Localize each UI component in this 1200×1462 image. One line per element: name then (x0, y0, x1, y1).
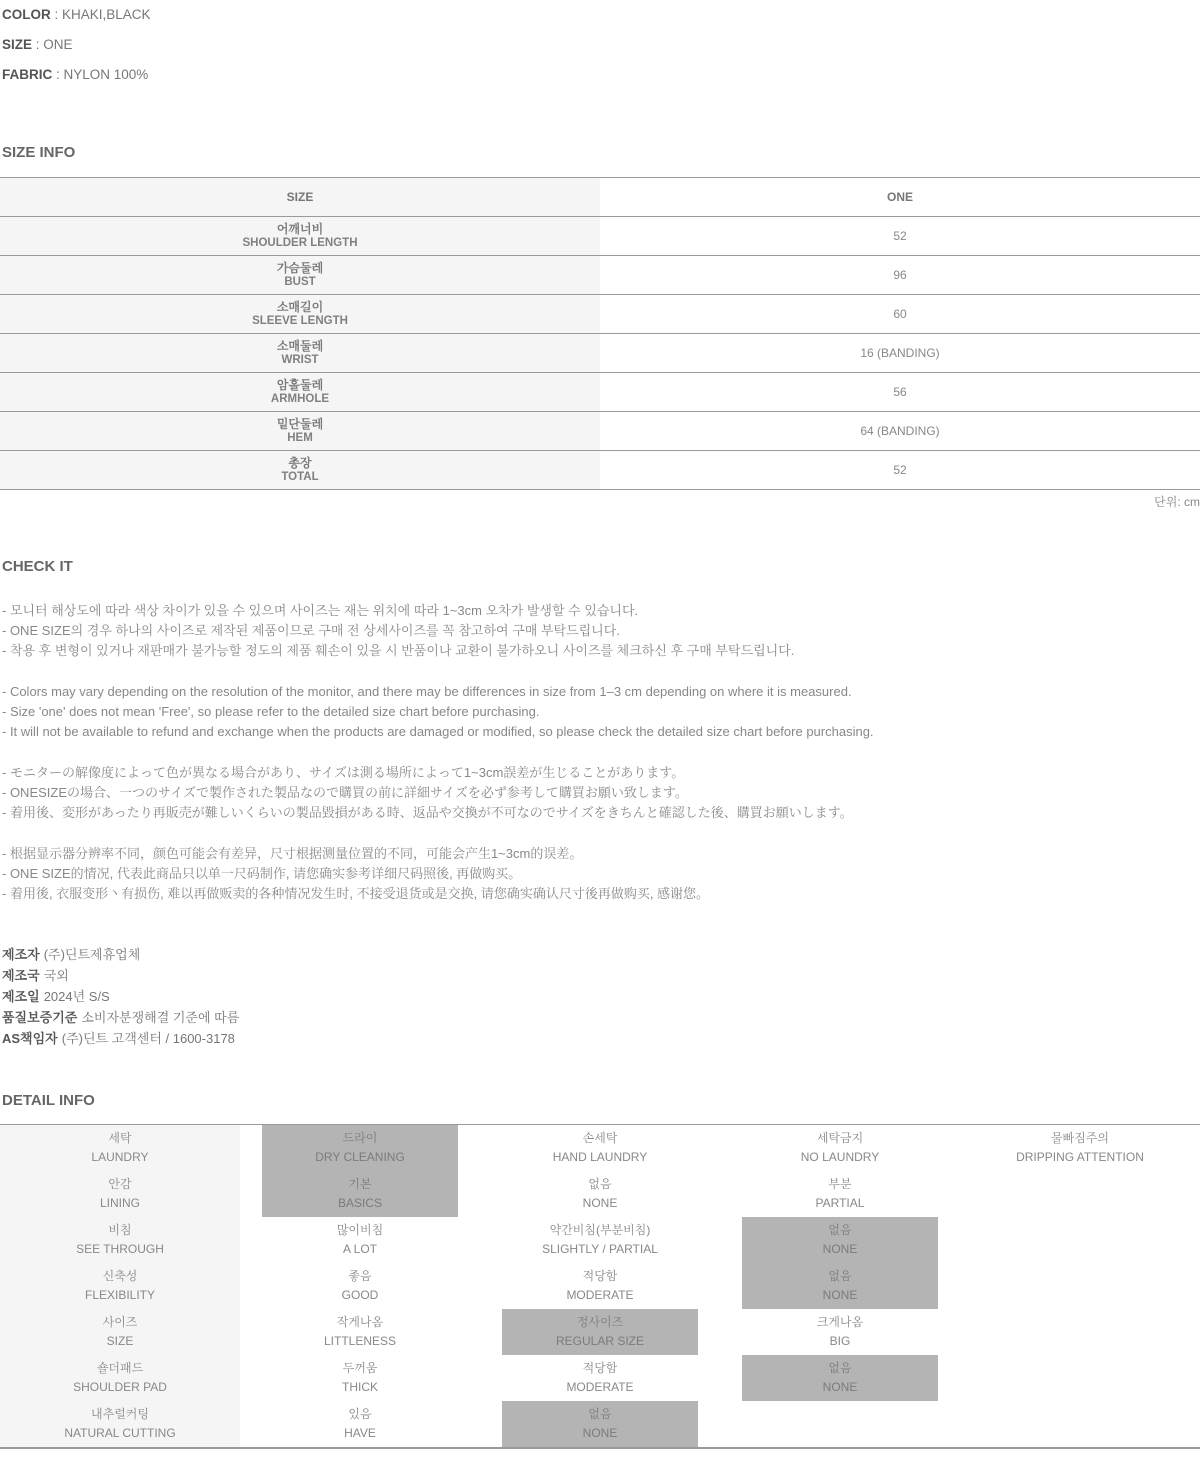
check-it-heading: CHECK IT (2, 558, 73, 575)
detail-option: 두꺼움 THICK (342, 1361, 378, 1394)
table-row (0, 256, 1200, 295)
detail-row-lining (0, 1171, 1200, 1217)
check-line: - ONESIZEの場合、一つのサイズで製作された製品なので購買の前に詳細サイズを必ず参考して購買お願い致します。 (2, 785, 688, 800)
detail-option: 세탁금지 NO LAUNDRY (800, 1131, 880, 1164)
detail-option: 드라이 DRY CLEANING (240, 1125, 480, 1171)
measure-en: SHOULDER LENGTH (242, 237, 358, 249)
detail-label-en: SHOULDER PAD (73, 1380, 167, 1394)
detail-option: 없음 NONE (582, 1177, 618, 1210)
detail-option: 적당함 MODERATE (566, 1361, 634, 1394)
table-row (0, 412, 1200, 451)
detail-label-en: NATURAL CUTTING (64, 1426, 176, 1440)
table-row (0, 334, 1200, 373)
table-row (0, 295, 1200, 334)
detail-option: 정사이즈 REGULAR SIZE (480, 1309, 720, 1355)
colon: : (50, 7, 63, 22)
detail-option: 없음 NONE (480, 1401, 720, 1447)
maker-label: 제조국 (2, 968, 40, 983)
fabric-line (2, 67, 1200, 82)
detail-label-ko: 숄더패드 (96, 1361, 144, 1375)
detail-label-ko: 사이즈 (102, 1315, 138, 1329)
measure-ko: 소매길이 (276, 300, 324, 314)
colon: : (52, 67, 64, 82)
measure-value: 56 (600, 373, 1200, 412)
detail-label-ko: 신축성 (102, 1269, 138, 1283)
check-it-japanese (0, 763, 1200, 823)
check-line: - 根据显示器分辨率不同，颜色可能会有差异，尺寸根据测量位置的不同，可能会产生1~3cm的误差。 (2, 846, 583, 861)
detail-label-ko: 세탁 (108, 1131, 132, 1145)
maker-label: AS책임자 (2, 1031, 58, 1046)
detail-row-size (0, 1309, 1200, 1355)
detail-option-empty (960, 1309, 1200, 1355)
detail-label-ko: 내추럴커팅 (91, 1407, 149, 1421)
detail-option: 작게나옴 LITTLENESS (323, 1315, 397, 1348)
detail-option: 기본 BASICS (240, 1171, 480, 1217)
measure-en: SLEEVE LENGTH (252, 315, 348, 327)
measure-ko: 총장 (288, 456, 312, 470)
detail-option: 없음 NONE (720, 1217, 960, 1263)
maker-label: 품질보증기준 (2, 1010, 78, 1025)
maker-value: 2024년 S/S (43, 989, 110, 1004)
detail-info-heading: DETAIL INFO (2, 1092, 95, 1109)
size-table-header-row (0, 178, 1200, 217)
detail-label-en: LAUNDRY (91, 1150, 149, 1164)
color-value: KHAKI,BLACK (62, 7, 151, 22)
detail-option: 있음 HAVE (344, 1407, 376, 1440)
check-line: - 着用後、変形があったり再販売が難しいくらいの製品毀損がある時、返品や交換が不可なのでサイズをきちんと確認した後、購買お願いします。 (2, 805, 853, 820)
check-it-korean (0, 601, 1200, 661)
colon: : (32, 37, 44, 52)
measure-value: 16 (BANDING) (600, 334, 1200, 373)
size-label: SIZE (2, 37, 33, 52)
color-label: COLOR (2, 7, 51, 22)
detail-info-grid (0, 1124, 1200, 1449)
measure-ko: 밑단둘레 (276, 417, 324, 431)
detail-option-empty (720, 1401, 960, 1447)
measure-ko: 어깨너비 (276, 222, 324, 236)
measure-en: BUST (284, 276, 316, 288)
check-line: - Colors may vary depending on the resolution of the monitor, and there may be differences in size from 1–3 cm depending on where it is measured. (2, 684, 852, 699)
detail-label-en: LINING (99, 1196, 140, 1210)
check-line: - ONE SIZE의 경우 하나의 사이즈로 제작된 제품이므로 구매 전 상세사이즈를 꼭 참고하여 구매 부탁드립니다. (2, 623, 620, 638)
table-row (0, 373, 1200, 412)
measure-en: HEM (287, 432, 313, 444)
detail-option-empty (960, 1171, 1200, 1217)
measure-en: WRIST (281, 354, 319, 366)
measure-value: 52 (600, 217, 1200, 256)
detail-label-en: SEE THROUGH (76, 1242, 164, 1256)
detail-option: 없음 NONE (720, 1355, 960, 1401)
measure-ko: 가슴둘레 (276, 261, 324, 275)
size-value: ONE (43, 37, 73, 52)
measure-value: 96 (600, 256, 1200, 295)
measure-ko: 암홀둘레 (276, 378, 324, 392)
maker-value: 소비자분쟁해결 기준에 따름 (81, 1010, 240, 1025)
check-line: - ONE SIZE的情况, 代表此商品只以单一尺码制作, 请您确实参考详细尺码照後, 再做购买。 (2, 866, 522, 881)
detail-row-natural-cutting (0, 1401, 1200, 1447)
check-line: - モニターの解像度によって色が異なる場合があり、サイズは測る場所によって1~3cm誤差が生じることがあります。 (2, 765, 685, 780)
manufacturer-info (0, 944, 1200, 1049)
detail-option: 좋음 GOOD (341, 1269, 379, 1302)
detail-row-shoulder-pad (0, 1355, 1200, 1401)
detail-row-flexibility (0, 1263, 1200, 1309)
check-line: - It will not be available to refund and exchange when the products are damaged or modified, so please check the detailed size chart before purchasing. (2, 724, 874, 739)
detail-row-see-through (0, 1217, 1200, 1263)
product-info (0, 0, 1200, 82)
maker-label: 제조자 (2, 947, 40, 962)
table-row (0, 451, 1200, 490)
detail-option: 없음 NONE (720, 1263, 960, 1309)
detail-option-empty (960, 1263, 1200, 1309)
measure-en: TOTAL (281, 471, 319, 483)
detail-option-empty (960, 1217, 1200, 1263)
detail-option: 크게나옴 BIG (816, 1315, 864, 1348)
check-line: - Size 'one' does not mean 'Free', so please refer to the detailed size chart before purchasing. (2, 704, 540, 719)
maker-value: 국외 (43, 968, 69, 983)
detail-label-en: SIZE (106, 1334, 134, 1348)
maker-line (2, 986, 1200, 1007)
maker-value: (주)딘트 고객센터 / 1600-3178 (61, 1031, 235, 1046)
check-line: - 着用後, 衣服变形丶有损伤, 难以再做贩卖的各种情况发生时, 不接受退货或是交换, 请您确实确认尺寸後再做购买, 感谢您。 (2, 886, 710, 901)
measure-ko: 소매둘레 (276, 339, 324, 353)
size-info-heading: SIZE INFO (2, 144, 76, 161)
detail-option: 부분 PARTIAL (815, 1177, 865, 1210)
fabric-value: NYLON 100% (63, 67, 149, 82)
check-line: - 착용 후 변형이 있거나 재판매가 불가능할 정도의 제품 훼손이 있을 시 반품이나 교환이 불가하오니 사이즈를 체크하신 후 구매 부탁드립니다. (2, 643, 795, 658)
check-it-english (0, 682, 1200, 742)
check-it-chinese (0, 844, 1200, 904)
maker-line (2, 965, 1200, 986)
detail-label-ko: 안감 (108, 1177, 132, 1191)
size-table-header-size: SIZE (0, 178, 600, 217)
maker-line (2, 944, 1200, 965)
measure-en: ARMHOLE (270, 393, 330, 405)
detail-option: 적당함 MODERATE (566, 1269, 634, 1302)
size-table-header-one: ONE (600, 178, 1200, 217)
maker-label: 제조일 (2, 989, 40, 1004)
detail-row-laundry (0, 1125, 1200, 1171)
measure-value: 52 (600, 451, 1200, 490)
detail-option: 약간비침(부분비침) SLIGHTLY / PARTIAL (542, 1223, 658, 1256)
size-table (0, 177, 1200, 490)
measure-value: 64 (BANDING) (600, 412, 1200, 451)
check-line: - 모니터 해상도에 따라 색상 차이가 있을 수 있으며 사이즈는 재는 위치에 따라 1~3cm 오차가 발생할 수 있습니다. (2, 603, 639, 618)
maker-line (2, 1028, 1200, 1049)
fabric-label: FABRIC (2, 67, 53, 82)
detail-option: 많이비침 A LOT (336, 1223, 384, 1256)
detail-option-empty (960, 1401, 1200, 1447)
maker-line (2, 1007, 1200, 1028)
measure-value: 60 (600, 295, 1200, 334)
size-line (2, 37, 1200, 52)
detail-option: 물빠짐주의 DRIPPING ATTENTION (1016, 1131, 1144, 1164)
detail-option-empty (960, 1355, 1200, 1401)
unit-note: 단위: cm (1154, 495, 1200, 509)
table-row (0, 217, 1200, 256)
detail-label-ko: 비침 (108, 1223, 132, 1237)
detail-option: 손세탁 HAND LAUNDRY (552, 1131, 648, 1164)
color-line (2, 7, 1200, 22)
maker-value: (주)딘트제휴업체 (43, 947, 141, 962)
detail-label-en: FLEXIBILITY (84, 1288, 156, 1302)
